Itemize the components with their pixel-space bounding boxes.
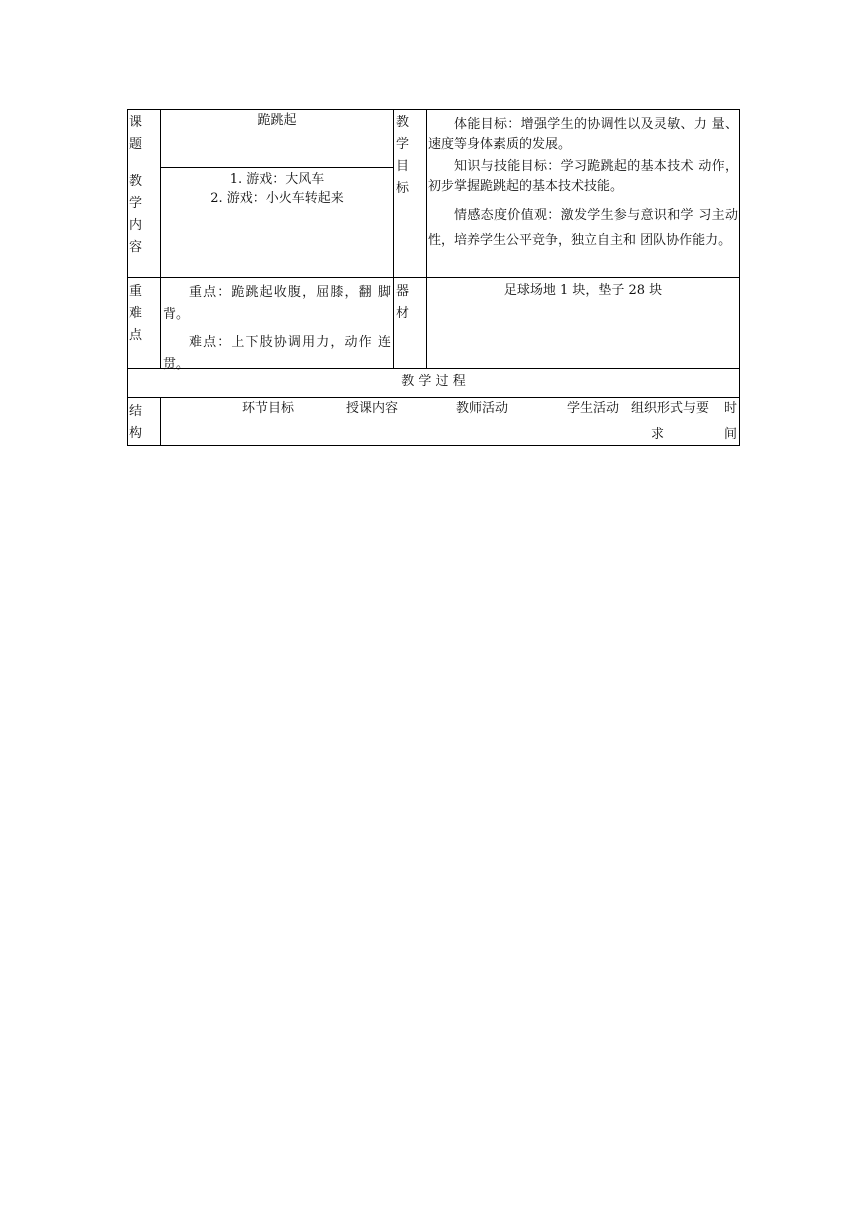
col-divider-label [160, 109, 161, 369]
objective-skills: 知识与技能目标：学习跪跳起的基本技术 动作，初步掌握跪跳起的基本技术技能。 [428, 159, 738, 194]
column-header-goal: 环节目标 [242, 401, 295, 416]
table-border-bottom [127, 445, 740, 446]
table-border-left [127, 109, 128, 446]
keypoints-text [163, 282, 391, 376]
keypoints-label: 重 难 点 [129, 284, 143, 343]
column-header-teacher: 教师活动 [456, 401, 509, 416]
table-border-top [127, 109, 740, 110]
process-title: 教 学 过 程 [401, 374, 466, 389]
content-item: 2. 游戏：小火车转起来 [210, 191, 344, 206]
equipment-value: 足球场地 1 块，垫子 28 块 [503, 283, 663, 298]
column-header-time: 时 [724, 401, 738, 416]
content-list [161, 170, 393, 208]
structure-label: 结 构 [129, 404, 143, 441]
column-header-content: 授课内容 [346, 401, 399, 416]
column-header-organization-cont: 求 [651, 427, 665, 442]
keypoint-focus: 重点：跪跳起收腹，屈膝，翻 脚背。 [163, 285, 391, 322]
objectives-text [428, 115, 738, 253]
equipment-label: 器 材 [396, 284, 410, 321]
row-divider-keypoints [127, 277, 740, 278]
col-divider-mid [393, 109, 394, 369]
objective-attitude: 情感态度价值观：激发学生参与意识和学 习主动性，培养学生公平竞争，独立自主和 团队协作能力。 [428, 208, 738, 248]
keypoint-difficulty: 难点：上下肢协调用力，动作 连贯。 [163, 335, 391, 372]
col-divider-right [426, 109, 427, 369]
column-header-time-cont: 间 [724, 427, 738, 442]
content-item: 1. 游戏：大风车 [229, 172, 325, 187]
row-divider-topic [160, 167, 393, 168]
topic-label: 课 题 [129, 115, 143, 152]
objective-fitness: 体能目标：增强学生的协调性以及灵敏、力 量、速度等身体素质的发展。 [428, 117, 738, 152]
topic-value: 跪跳起 [257, 113, 297, 128]
column-header-organization: 组织形式与要 [631, 401, 710, 416]
objectives-label: 教 学 目 标 [396, 115, 410, 196]
content-label: 教 学 内 容 [129, 174, 143, 255]
col-divider-label-bottom [160, 397, 161, 446]
table-border-right [739, 109, 740, 446]
row-divider-header [127, 397, 740, 398]
column-header-student: 学生活动 [567, 401, 620, 416]
